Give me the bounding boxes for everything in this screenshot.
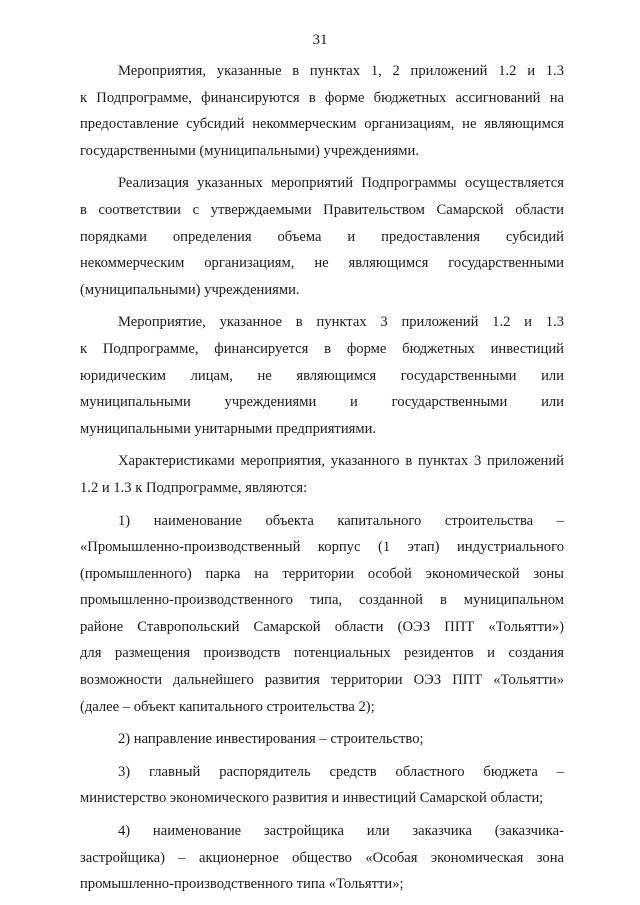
text-line: промышленно-производственного типа, созданной в муниципальном	[80, 592, 564, 609]
text-line: порядками определения объема и предоставления субсидий	[80, 228, 564, 245]
text-line: 1) наименование объекта капитального строительства –	[118, 512, 564, 529]
text-line: некоммерческим организациям, не являющимся государственными	[80, 255, 564, 272]
text-line: 1.2 и 1.3 к Подпрограмме, являются:	[80, 479, 308, 496]
text-line: Реализация указанных мероприятий Подпрограммы осуществляется	[118, 175, 564, 192]
text-line: муниципальными унитарными предприятиями.	[80, 420, 377, 437]
text-line: к Подпрограмме, финансируются в форме бюджетных ассигнований на	[80, 89, 564, 106]
text-line: «Промышленно-производственный корпус (1 этап) индустриального	[80, 539, 564, 556]
list-item-investment-direction	[80, 726, 564, 753]
paragraph-characteristics-intro	[80, 448, 564, 501]
text-line: Мероприятие, указанное в пунктах 3 приложений 1.2 и 1.3	[118, 314, 564, 331]
text-line: в соответствии с утверждаемыми Правительством Самарской области	[80, 201, 564, 218]
text-line: государственными (муниципальными) учреждениями.	[80, 142, 419, 159]
text-line: 4) наименование застройщика или заказчика (заказчика-	[118, 823, 564, 840]
text-line: (далее – объект капитального строительства 2);	[80, 698, 375, 715]
paragraph-funding-items-1-2	[80, 58, 564, 164]
paragraph-implementation	[80, 170, 564, 303]
text-line: районе Ставропольский Самарской области (ОЭЗ ППТ «Тольятти»)	[80, 618, 564, 635]
text-line: возможности дальнейшего развития территории ОЭЗ ППТ «Тольятти»	[80, 672, 564, 689]
text-line: для размещения производств потенциальных резидентов и создания	[80, 645, 564, 662]
text-line: юридическим лицам, не являющимся государственными или	[80, 367, 564, 384]
text-line: (промышленного) парка на территории особой экономической зоны	[80, 565, 564, 582]
list-item-developer-name	[80, 818, 564, 898]
text-line: (муниципальными) учреждениями.	[80, 281, 300, 298]
page-number: 31	[312, 32, 328, 48]
text-line: предоставление субсидий некоммерческим организациям, не являющимся	[80, 116, 564, 133]
text-line: застройщика) – акционерное общество «Особая экономическая зона	[80, 849, 564, 866]
list-item-budget-administrator	[80, 759, 564, 812]
document-body	[80, 58, 564, 904]
text-line: промышленно-производственного типа «Тольятти»;	[80, 876, 404, 893]
text-line: министерство экономического развития и инвестиций Самарской области;	[80, 790, 544, 807]
text-line: муниципальными учреждениями и государственными или	[80, 394, 564, 411]
text-line: 2) направление инвестирования – строительство;	[118, 731, 424, 748]
text-line: 3) главный распорядитель средств областного бюджета –	[118, 763, 564, 780]
paragraph-funding-item-3	[80, 309, 564, 442]
text-line: Мероприятия, указанные в пунктах 1, 2 приложений 1.2 и 1.3	[118, 63, 564, 79]
text-line: Характеристиками мероприятия, указанного в пунктах 3 приложений	[118, 453, 564, 470]
text-line: к Подпрограмме, финансируется в форме бюджетных инвестиций	[80, 340, 564, 357]
list-item-object-name	[80, 508, 564, 721]
